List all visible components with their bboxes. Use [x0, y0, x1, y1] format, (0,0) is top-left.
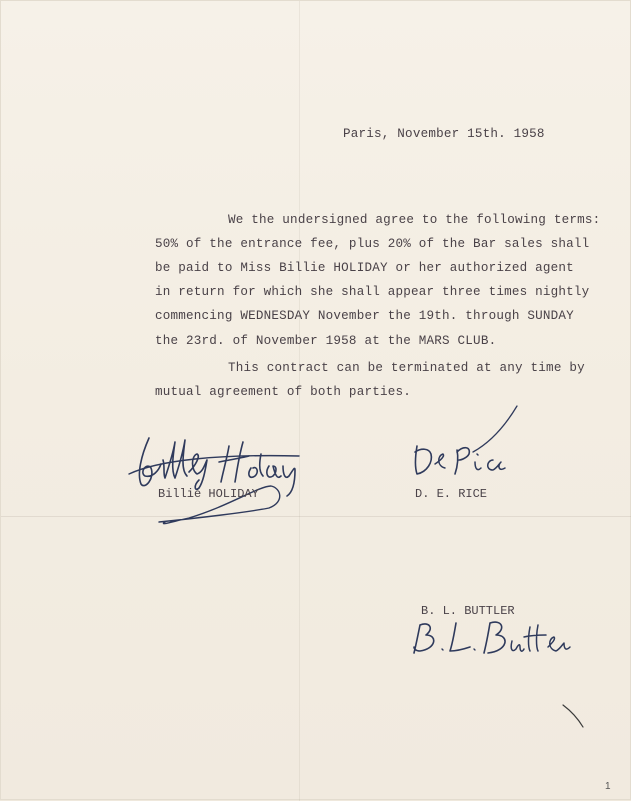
- ink-mark: [561, 701, 591, 731]
- body-line: the 23rd. of November 1958 at the MARS CLUB.: [155, 334, 497, 348]
- signature-billie-holiday: [119, 426, 339, 536]
- body-line: commencing WEDNESDAY November the 19th. through SUNDAY: [155, 309, 574, 323]
- body-line: mutual agreement of both parties.: [155, 385, 411, 399]
- margin-mark: 1: [605, 781, 611, 792]
- signature-de-rice: [401, 406, 531, 486]
- signature-bl-buttler: [406, 613, 576, 663]
- body-line: be paid to Miss Billie HOLIDAY or her authorized agent: [155, 261, 574, 275]
- body-line: in return for which she shall appear three times nightly: [155, 285, 590, 299]
- signatory-name-buttler: B. L. BUTTLER: [421, 604, 515, 618]
- signatory-name-holiday: Billie HOLIDAY: [158, 487, 259, 501]
- body-line: This contract can be terminated at any time by: [228, 361, 585, 375]
- body-line: We the undersigned agree to the following terms:: [228, 213, 601, 227]
- body-line: 50% of the entrance fee, plus 20% of the Bar sales shall: [155, 237, 590, 251]
- date-line: Paris, November 15th. 1958: [343, 127, 545, 141]
- signatory-name-rice: D. E. RICE: [415, 487, 488, 501]
